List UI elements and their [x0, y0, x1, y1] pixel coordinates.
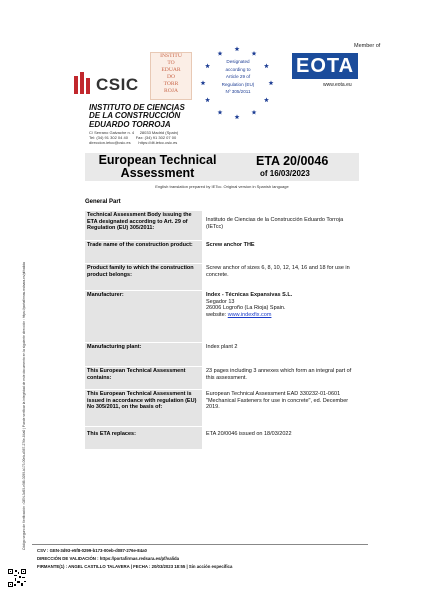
row-label: This ETA replaces: — [85, 427, 202, 449]
vertical-verification-note: Código seguro de Verificación : GEN-3d93-e5f8-0299-b173-00eb-d087-276e-84a0 | Puede verificar la integridad de este documento en la siguiente dirección : https://portafirmas.redsara.es/pf/valida — [22, 262, 26, 550]
signer-info: FIRMANTE(1) : ANGEL CASTILLO TALAVERA | FECHA : 20/03/2023 18:55 | Sin acción específica — [37, 564, 233, 569]
eu-star-icon — [235, 114, 240, 119]
eu-star-icon — [205, 97, 210, 102]
row-label: Manufacturer: — [85, 291, 202, 342]
row-value: Index plant 2 — [206, 344, 238, 350]
row-value: ETA 20/0046 issued on 18/03/2022 — [206, 431, 292, 437]
table-row — [85, 290, 359, 342]
row-label: This European Technical Assessment contains: — [85, 367, 202, 389]
row-label: Trade name of the construction product: — [85, 241, 202, 263]
csic-logo-text: CSIC — [96, 75, 139, 94]
table-row — [85, 211, 359, 240]
website-link[interactable]: www.indexfix.com — [227, 311, 272, 318]
eu-star-icon — [252, 51, 257, 56]
table-row — [85, 240, 359, 263]
eu-star-icon — [269, 80, 274, 85]
institute-name: INSTITUTO DE CIENCIAS DE LA CONSTRUCCIÓN EDUARDO TORROJA — [89, 103, 185, 129]
eu-star-icon — [218, 51, 223, 56]
table-row — [85, 389, 359, 426]
manufacturer-address-line: Segador 13 — [206, 298, 235, 305]
row-label: Technical Assessment Body issuing the ETA designated according to Art. 29 of Regulation (EU) 305/2011: — [85, 211, 202, 240]
signature-footer — [37, 547, 232, 571]
designated-text: Designated according to Article 29 of Regulation (EU) Nº 305/2011 — [221, 59, 255, 94]
table-row — [85, 366, 359, 389]
document-title: European Technical Assessment — [98, 153, 217, 180]
eu-star-icon — [201, 80, 206, 85]
eu-star-icon — [264, 97, 269, 102]
eu-star-icon — [218, 110, 223, 115]
eta-number: ETA 20/0046 — [256, 154, 329, 168]
eu-star-icon — [252, 110, 257, 115]
translation-note: English translation prepared by IETcc. Original version in Spanish language — [155, 184, 289, 189]
eota-logo-text: EOTA — [296, 55, 355, 77]
manufacturer-address-line: 26006 Logroño (La Rioja) Spain. — [206, 305, 286, 312]
csv-code: CSV : GEN-3d93-e5f8-0299-b173-00eb-d087-276e-84a0 — [37, 548, 147, 553]
row-value: Instituto de Ciencias de la Construcción Eduardo Torroja (IETcc) — [206, 217, 344, 230]
validation-address: DIRECCIÓN DE VALIDACIÓN : https://portafirmas.redsara.es/pf/valida — [37, 556, 179, 561]
row-value — [202, 291, 359, 342]
member-of-label: Member of — [354, 43, 381, 49]
eduardo-torroja-logo: INSTITU TO EDUAR DO TORR ROJA — [150, 52, 192, 100]
qr-code-icon — [8, 569, 26, 587]
row-label: Product family to which the construction product belongs: — [85, 264, 202, 290]
row-label: Manufacturing plant: — [85, 343, 202, 366]
footer-divider — [32, 544, 368, 545]
table-row — [85, 426, 359, 449]
table-row — [85, 263, 359, 290]
general-part-heading: General Part — [85, 199, 121, 205]
row-value: Screw anchor THE — [206, 242, 255, 248]
institute-address: C/ Serrano Galvache n. 4 28033 Madrid (Spain) Tel: (34) 91 302 04 40 Fax: (34) 91 302 07 00 direccion.ietcc@csic.es https://dit.ietcc.csic.es — [89, 130, 179, 146]
eu-star-icon — [235, 46, 240, 51]
eta-info-table — [85, 211, 359, 449]
row-value: Screw anchor of sizes 6, 8, 10, 12, 14, 16 and 18 for use in concrete. — [206, 265, 350, 278]
manufacturer-name: Index - Técnicas Expansivas S.L. — [206, 292, 293, 298]
eta-date: of 16/03/2023 — [260, 169, 310, 178]
manufacturer-website: website: www.indexfix.com — [206, 311, 272, 318]
table-row — [85, 342, 359, 366]
row-value: European Technical Assessment EAD 330232-01-0601 "Mechanical Fasteners for use in concrete", ed. December 2019. — [206, 391, 349, 411]
eota-website: www.eota.eu — [323, 82, 352, 88]
row-value: 23 pages including 3 annexes which form an integral part of this assessment. — [206, 368, 352, 381]
row-label: This European Technical Assessment is issued in accordance with regulation (EU) No 305/2011, on the basis of: — [85, 390, 202, 426]
